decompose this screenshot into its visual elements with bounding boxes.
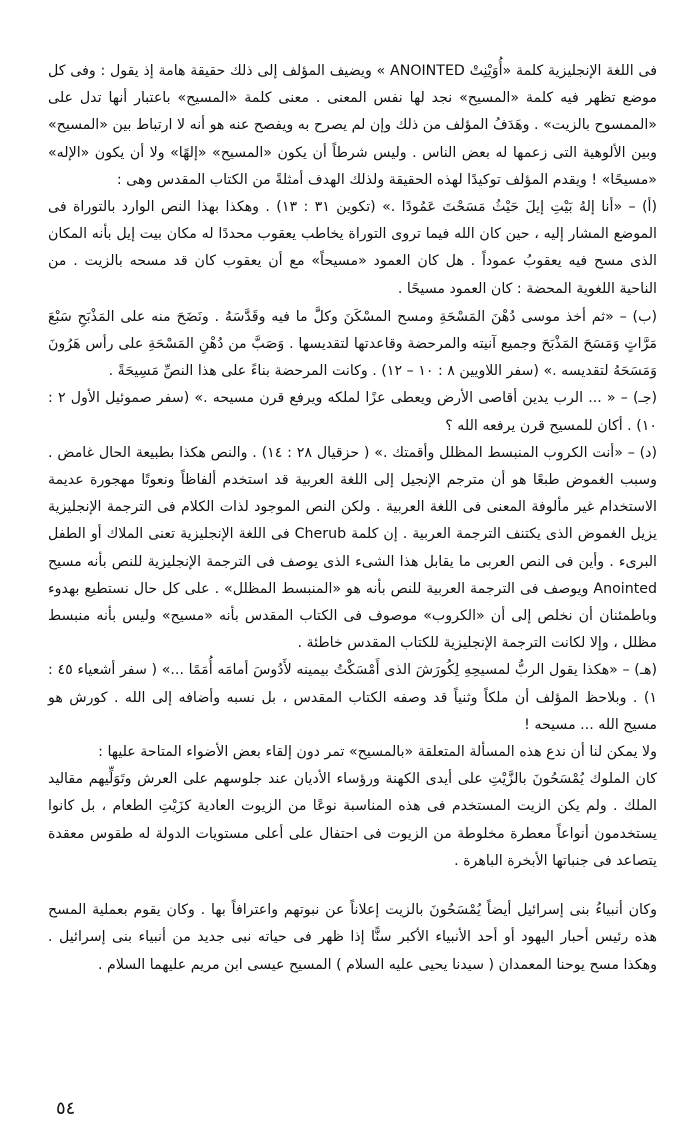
paragraph-prophets-anointing: وكان أنبياءُ بنى إسرائيل أيضاً يُمْسَحُونَ بالزيت إعلاناً عن نبوتهم واعترافاً بها . وكان يقوم بعملية المسح هذه رئيس أحبار اليهود أو أحد الأنبياء الأكبر سنًّا إذا ظهر فى حياته نبى جديد من أنبياء بنى إسرائيل . وهكذا مسح يوحنا المعمدان ( سيدنا يحيى عليه السلام ) المسيح عيسى ابن مريم عليهما السلام . (48, 902, 657, 973)
paragraph-kings-anointing: كان الملوك يُمْسَحُونَ بالزَّيْتِ على أيدى الكهنة ورؤساء الأديان عند جلوسهم على العرش وتَوَلِّيهم مقاليد الملك . ولم يكن الزيت المستخدم فى هذه المناسبة نوعًا من الزيوت العادية كزَيْتِ الطعام ، بل كانوا يستخدمون أنواعاً معطرة مخلوطة من الزيوت فى احتفال على أعلى مستويات الدولة له طقوس معقدة يتصاعد فى جنباتها الأبخرة الباهرة . (48, 771, 657, 869)
paragraph-example-b: (ب) – «ثم أخذ موسى دُهْنَ المَسْحَةِ ومسح المسْكَنَ وكلَّ ما فيه وقَدَّسَهُ . ونَضَحَ منه على المَذْبَحِ سَبْعَ مَرَّاتٍ وَمَسَحَ المَذْبَحَ وجميع آنيته والمرحضة وقاعدتها لتقديسها . وَصَبَّ من دُهْنِ المَسْحَةِ على رأس هَرُونَ وَمَسَحَهُ لتقديسه .» (سفر اللاويين ٨ : ١٠ – ١٢) . وكانت المرحضة بناءً على هذا النصِّ مَسِيحَةً . (48, 308, 657, 380)
paragraph-example-c: (جـ) – « ... الرب يدين أقاصى الأرض ويعطى عزًا لملكه ويرفع قرن مسيحه .» (سفر صموئيل الأول ٢ : ١٠) . أكان للمسيح قرن يرفعه الله ؟ (48, 390, 658, 434)
paragraph-intro-anointing: ولا يمكن لنا أن ندع هذه المسألة المتعلقة «بالمسيح» تمر دون إلقاء بعض الأضواء المتاحة عليها : (98, 744, 657, 761)
paragraph-anointed-definition: فى اللغة الإنجليزية كلمة «أُوَيْنِتْ ANOINTED » ويضيف المؤلف إلى ذلك حقيقة هامة إذ يقول : وفى كل موضع تظهر فيه كلمة «المسيح» نجد لها نفس المعنى . معنى كلمة «المسيح» باعتبار أنها تدل على «الممسوح بالزيت» . وهَدَفُ المؤلف من ذلك وإن لم يصرح به ويفصح عنه هو أنه لا ارتباط بين «المسيح» وبين الألوهية التى زعمها له بعض الناس . وليس شرطاً أن يكون «المسيح» «إلهًا» ولا أن يكون «الإله» «مسيحًا» ! ويقدم المؤلف توكيدًا لهذه الحقيقة ولذلك الهدف أمثلةً من الكتاب المقدس وهى : (48, 63, 657, 188)
paragraph-example-d: (د) – «أنت الكروب المنبسط المظلل وأقمتك .» ( حزقيال ٢٨ : ١٤) . والنص هكذا بطبيعة الحال غامض . وسبب الغموض طبعًا هو أن مترجم الإنجيل إلى اللغة العربية قد استخدم ألفاظاً ونعوتًا مهجورة عديمة الاستخدام غير مألوفة المعنى فى اللغة العربية . ولكن النص الموجود لذات الكلام فى الترجمة الإنجليزية يزيل الغموض الذى يكتنف الترجمة العربية . إن كلمة Cherub فى اللغة الإنجليزية تعنى الملاك أو الطفل البرىء . وأين فى النص العربى ما يقابل هذا الشىء الذى يوصف فى الترجمة الإنجليزية للنص بأنه مسيح Anointed ويوصف فى الترجمة العربية للنص بأنه هو «المنبسط المظلل» . على كل حال نستطيع بهدوء وباطمئنان أن نخلص إلى أن «الكروب» موصوف فى الكتاب المقدس بأنه «مسيح» وليس بأنه منبسط مظلل ، وإلا لكانت الترجمة الإنجليزية للكتاب المقدس خاطئة . (48, 444, 657, 652)
paragraph-example-a: (أ) – «أنا إلهُ بَيْتِ إيلَ حَيْثُ مَسَحْتَ عَمُودًا .» (تكوين ٣١ : ١٣) . وهكذا بهذا النص الوارد بالتوراة فى الموضع المشار إليه ، حين كان الله فيما تروى التوراة يخاطب يعقوب محددًا له مكان بيت إيل بأنه المكان الذى مسح فيه يعقوبُ عموداً . هل كان العمود «مسيحاً» مع أن يعقوب كان قد مسحه بالزيت . من الناحية اللغوية المحضة : كان العمود مسيحًا . (48, 199, 657, 297)
body-text (48, 58, 657, 979)
page-number: ٥٤ (56, 1098, 76, 1119)
paragraph-example-e: (هـ) – «هكذا يقول الربُّ لمسيحِهِ لِكُورَشَ الذى أَمْسَكْتُ بيمينه لأَدُوسَ أمامَه أُمَمًا ...» ( سفر أشعياء ٤٥ : ١) . وبلاحظ المؤلف أن ملكاً وثنياً قد وصفه الكتاب المقدس ، بل نسبه وأضافه إلى الله . كورش هو مسيح الله ... مسيحه ! (48, 662, 657, 733)
